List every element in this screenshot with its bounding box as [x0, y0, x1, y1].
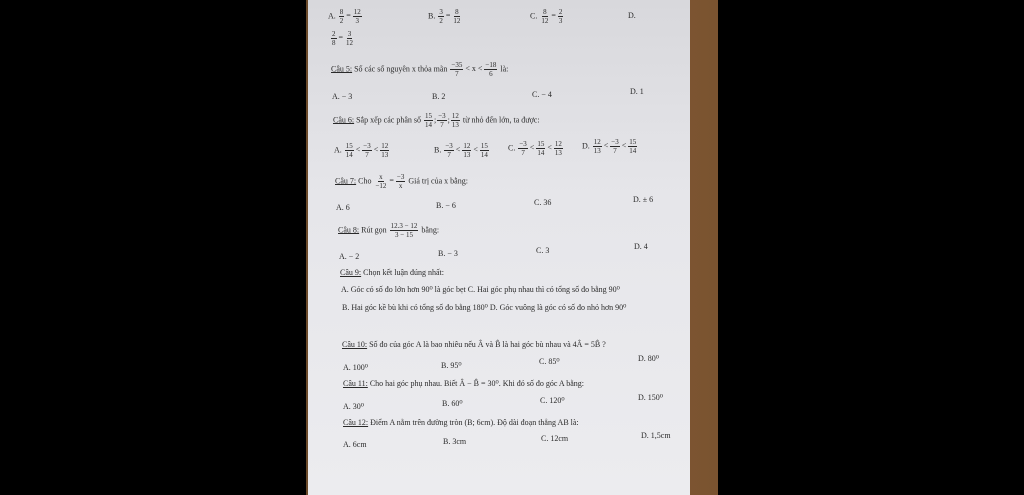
q8-option-d: D. 4	[634, 242, 648, 251]
question-5: Câu 5: Số các số nguyên x thỏa mãn $\frac{-35}{7}$ < x < $\frac{-18}{6}$ là:	[331, 61, 509, 78]
question-9-label: Câu 9:	[340, 268, 362, 277]
q10-option-d: D. 80⁰	[638, 354, 659, 363]
q11-option-b: B. 60⁰	[442, 399, 463, 408]
q12-option-c: C. 12cm	[541, 434, 569, 443]
top-option-b: B. $\frac{3}{2}$ = $\frac{8}{12}$	[428, 8, 461, 25]
q6-option-c: C. $\frac{-3}{7}$ < $\frac{15}{14}$ < $\frac{12}{13}$	[508, 140, 562, 157]
q7-option-a: A. 6	[336, 203, 350, 212]
q6-option-b: B. $\frac{-3}{7}$ < $\frac{12}{13}$ < $\frac{15}{14}$	[434, 142, 488, 159]
question-8: Câu 8: Rút gọn $\frac{12.3 - 12}{3 - 15}$ bằng:	[338, 222, 440, 239]
question-12: Câu 12: Điểm A nằm trên đường tròn (B; 6cm). Độ dài đoạn thẳng AB là:	[343, 418, 579, 427]
q5-option-a: A. − 3	[332, 92, 353, 101]
q11-option-d: D. 150⁰	[638, 393, 663, 402]
question-9: Câu 9: Chọn kết luận đúng nhất:	[340, 268, 444, 277]
top-option-d: D.	[628, 11, 636, 20]
question-10-label: Câu 10:	[342, 340, 368, 349]
question-12-label: Câu 12:	[343, 418, 369, 427]
top-option-d-value: $\frac{2}{8}$ = $\frac{3}{12}$	[332, 30, 354, 47]
q12-option-d: D. 1,5cm	[641, 431, 671, 440]
q10-option-c: C. 85⁰	[539, 357, 560, 366]
q11-option-c: C. 120⁰	[540, 396, 565, 405]
q9-options-line1: A. Góc có số đo lớn hơn 90⁰ là góc bẹt C. Hai góc phụ nhau thì có tổng số đo bằng 90⁰	[341, 285, 620, 294]
q8-option-c: C. 3	[536, 246, 550, 255]
question-6: Câu 6: Sắp xếp các phân số $\frac{15}{14}$ ; $\frac{-3}{7}$ ; $\frac{12}{13}$ từ nhỏ đến lớn, ta được:	[333, 112, 540, 129]
q5-option-c: C. − 4	[532, 90, 552, 99]
q6-option-d: D. $\frac{12}{13}$ < $\frac{-3}{7}$ < $\frac{15}{14}$	[582, 138, 637, 155]
q8-option-a: A. − 2	[339, 252, 360, 261]
q12-option-b: B. 3cm	[443, 437, 467, 446]
question-8-label: Câu 8:	[338, 225, 360, 235]
q7-option-d: D. ± 6	[633, 195, 654, 204]
q7-option-c: C. 36	[534, 198, 552, 207]
q9-options-line2: B. Hai góc kề bù khi có tổng số đo bằng 180⁰ D. Góc vuông là góc có số đo nhỏ hơn 90⁰	[342, 303, 627, 312]
q7-option-b: B. − 6	[436, 201, 456, 210]
q8-option-b: B. − 3	[438, 249, 458, 258]
question-10: Câu 10: Số đo của góc A là bao nhiêu nếu Â và B̂ là hai góc bù nhau và 4Â = 5B̂ ?	[342, 340, 606, 349]
question-7-label: Câu 7:	[335, 176, 357, 186]
question-11: Câu 11: Cho hai góc phụ nhau. Biết Â − B̂ = 30⁰. Khi đó số đo góc A bằng:	[343, 379, 585, 388]
question-11-label: Câu 11:	[343, 379, 368, 388]
q6-option-a: A. $\frac{15}{14}$ < $\frac{-3}{7}$ < $\frac{12}{13}$	[334, 142, 389, 159]
q10-option-b: B. 95⁰	[441, 361, 462, 370]
worksheet-page	[308, 0, 690, 495]
top-option-a: A. $\frac{8}{2}$ = $\frac{12}{3}$	[328, 8, 361, 25]
q5-option-b: B. 2	[432, 92, 446, 101]
q12-option-a: A. 6cm	[343, 440, 367, 449]
q10-option-a: A. 100⁰	[343, 363, 368, 372]
q5-option-d: D. 1	[630, 87, 644, 96]
top-option-c: C. $\frac{8}{12}$ = $\frac{2}{3}$	[530, 8, 563, 25]
question-7: Câu 7: Cho $\frac{x}{-12}$ = $\frac{-3}{x}$ Giá trị của x bằng:	[335, 173, 468, 190]
question-6-label: Câu 6:	[333, 115, 355, 125]
question-5-label: Câu 5:	[331, 64, 353, 74]
q11-option-a: A. 30⁰	[343, 402, 364, 411]
